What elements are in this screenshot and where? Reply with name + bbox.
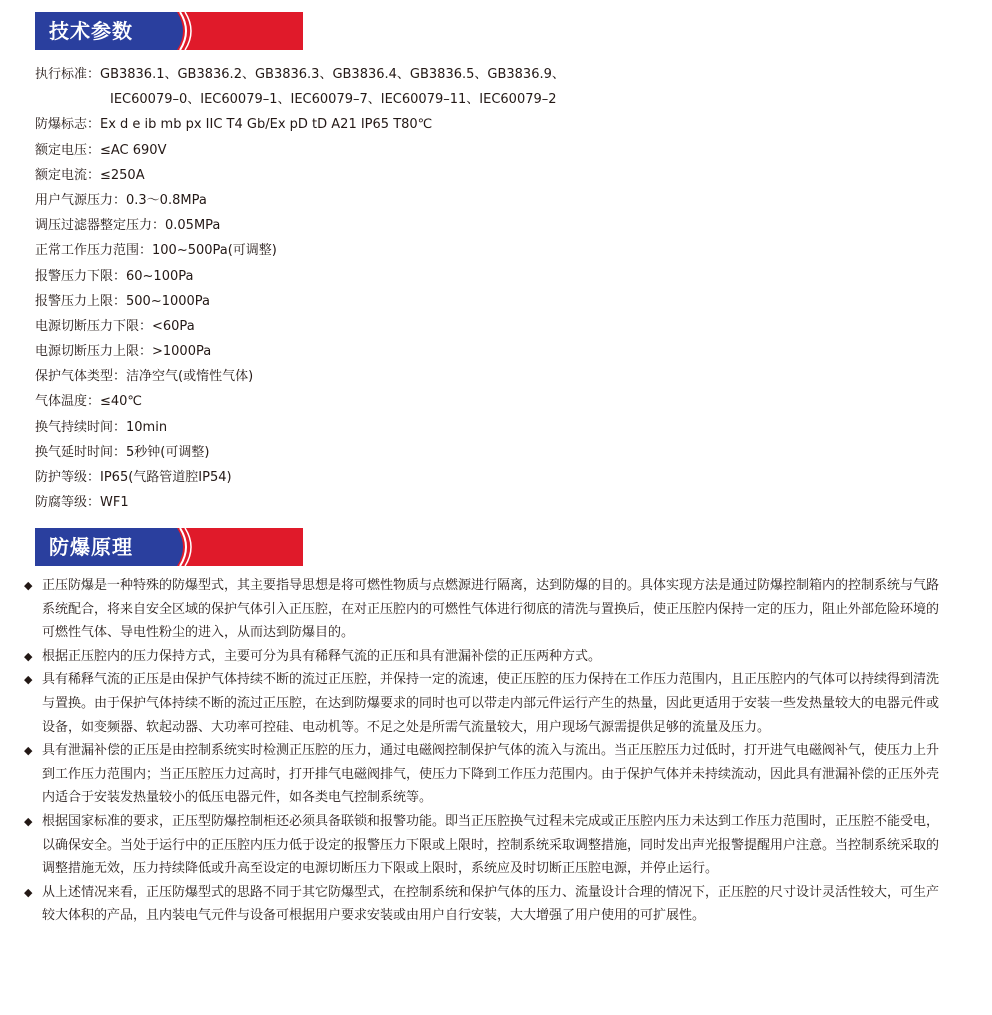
spec-row-protection-class: 防护等级：IP65(气路管道腔IP54) xyxy=(35,470,232,485)
spec-row-regulator-pressure: 调压过滤器整定压力：0.05MPa xyxy=(35,218,221,234)
spec-row-rated-current: 额定电流：≤250A xyxy=(35,167,145,183)
spec-row-air-supply-pressure: 用户气源压力：0.3～0.8MPa xyxy=(35,192,207,208)
diamond-bullet-icon: ◆ xyxy=(24,744,33,758)
principle-item-text: 根据国家标准的要求，正压型防爆控制柜还必须具备联锁和报警功能。即当正压腔换气过程未完成或正压腔内压力未达到工作压力范围时，正压腔不能受电，以确保安全。当处于运行中的正压腔内压力低于设定的报警压力下限或上限时，控制系统采取调整措施，同时发出声光报警提醒用户注意。当控制系统采取的调整措施无效，压力持续降低或升高至设定的电源切断压力下限或上限时，系统应及时切断正压腔电源，并停止运行。 xyxy=(42,813,940,877)
spec-row-purge-delay: 换气延时时间：5秒钟(可调整) xyxy=(35,444,210,460)
principle-section-header xyxy=(35,528,303,566)
spec-row-gas-type: 保护气体类型：洁净空气(或惰性气体) xyxy=(35,369,254,385)
principle-item xyxy=(22,881,942,928)
diamond-bullet-icon: ◆ xyxy=(24,814,33,828)
spec-row-cutoff-high: 电源切断压力上限：>1000Pa xyxy=(35,344,212,360)
specs-list xyxy=(35,62,975,515)
spec-row-gas-temperature: 气体温度：≤40℃ xyxy=(35,394,143,410)
diamond-bullet-icon: ◆ xyxy=(24,649,33,663)
principle-item-text: 从上述情况来看，正压防爆型式的思路不同于其它防爆型式，在控制系统和保护气体的压力、流量设计合理的情况下，正压腔的尺寸设计灵活性较大，可生产较大体积的产品，且内装电气元件与设备可根据用户要求安装或由用户自行安装，大大增强了用户使用的可扩展性。 xyxy=(42,884,940,924)
spec-row-working-pressure: 正常工作压力范围：100~500Pa(可调整) xyxy=(35,243,277,259)
principle-item-text: 正压防爆是一种特殊的防爆型式，其主要指导思想是将可燃性物质与点燃源进行隔离，达到防爆的目的。具体实现方法是通过防爆控制箱内的控制系统与气路系统配合，将来自安全区域的保护气体引入正压腔，在对正压腔内的可燃性气体进行彻底的清洗与置换后，使正压腔内保持一定的压力，阻止外部危险环境的可燃性气体、导电性粉尘的进入，从而达到防爆目的。 xyxy=(42,578,940,641)
principle-item-text: 具有泄漏补偿的正压是由控制系统实时检测正压腔的压力，通过电磁阀控制保护气体的流入与流出。当正压腔压力过低时，打开进气电磁阀补气，使压力上升到工作压力范围内；当正压腔压力过高时，打开排气电磁阀排气，使压力下降到工作压力范围内。由于保护气体并未持续流动，因此具有泄漏补偿的正压外壳内适合于安装发热量较小的低压电器元件，如各类电气控制系统等。 xyxy=(42,743,940,806)
principle-item xyxy=(22,739,942,810)
spec-row-cutoff-low: 电源切断压力下限：<60Pa xyxy=(35,318,195,334)
principle-item-text: 具有稀释气流的正压是由保护气体持续不断的流过正压腔，并保持一定的流速，使正压腔的压力保持在工作压力范围内，且正压腔内的气体可以持续得到清洗与置换。由于保护气体持续不断的流过正压腔，在达到防爆要求的同时也可以带走内部元件运行产生的热量，因此更适用于安装一些发热量较大的电器元件或设备，如变频器、软起动器、大功率可控硅、电动机等。不足之处是所需气流量较大，用户现场气源需提供足够的流量及压力。 xyxy=(42,672,940,735)
spec-row-rated-voltage: 额定电压：≤AC 690V xyxy=(35,142,167,158)
diamond-bullet-icon: ◆ xyxy=(24,885,33,899)
principle-item xyxy=(22,810,942,881)
principle-list xyxy=(22,574,942,928)
spec-row-corrosion-class: 防腐等级：WF1 xyxy=(35,495,129,511)
spec-row-alarm-high: 报警压力上限：500~1000Pa xyxy=(35,293,211,309)
diamond-bullet-icon: ◆ xyxy=(24,673,33,687)
specs-section-header xyxy=(35,12,303,50)
spec-row-ex-marking: 防爆标志：Ex d e ib mb px IIC T4 Gb/Ex pD tD A21 IP65 T80℃ xyxy=(35,117,433,133)
principle-item xyxy=(22,574,942,645)
principle-item-text: 根据正压腔内的压力保持方式，主要可分为具有稀释气流的正压和具有泄漏补偿的正压两种方式。 xyxy=(42,648,602,664)
principle-section-title: 防爆原理 xyxy=(49,535,133,559)
spec-row-alarm-low: 报警压力下限：60~100Pa xyxy=(35,268,194,284)
spec-row-standards: 执行标准：GB3836.1、GB3836.2、GB3836.3、GB3836.4、GB3836.5、GB3836.9、 xyxy=(35,67,565,82)
diamond-bullet-icon: ◆ xyxy=(24,579,33,592)
spec-row-standards-continued: IEC60079–0、IEC60079–1、IEC60079–7、IEC60079–11、IEC60079–2 xyxy=(110,92,557,108)
specs-section-title: 技术参数 xyxy=(49,19,133,43)
principle-item xyxy=(22,668,942,739)
spec-row-purge-duration: 换气持续时间：10min xyxy=(35,419,168,435)
principle-item xyxy=(22,645,942,669)
